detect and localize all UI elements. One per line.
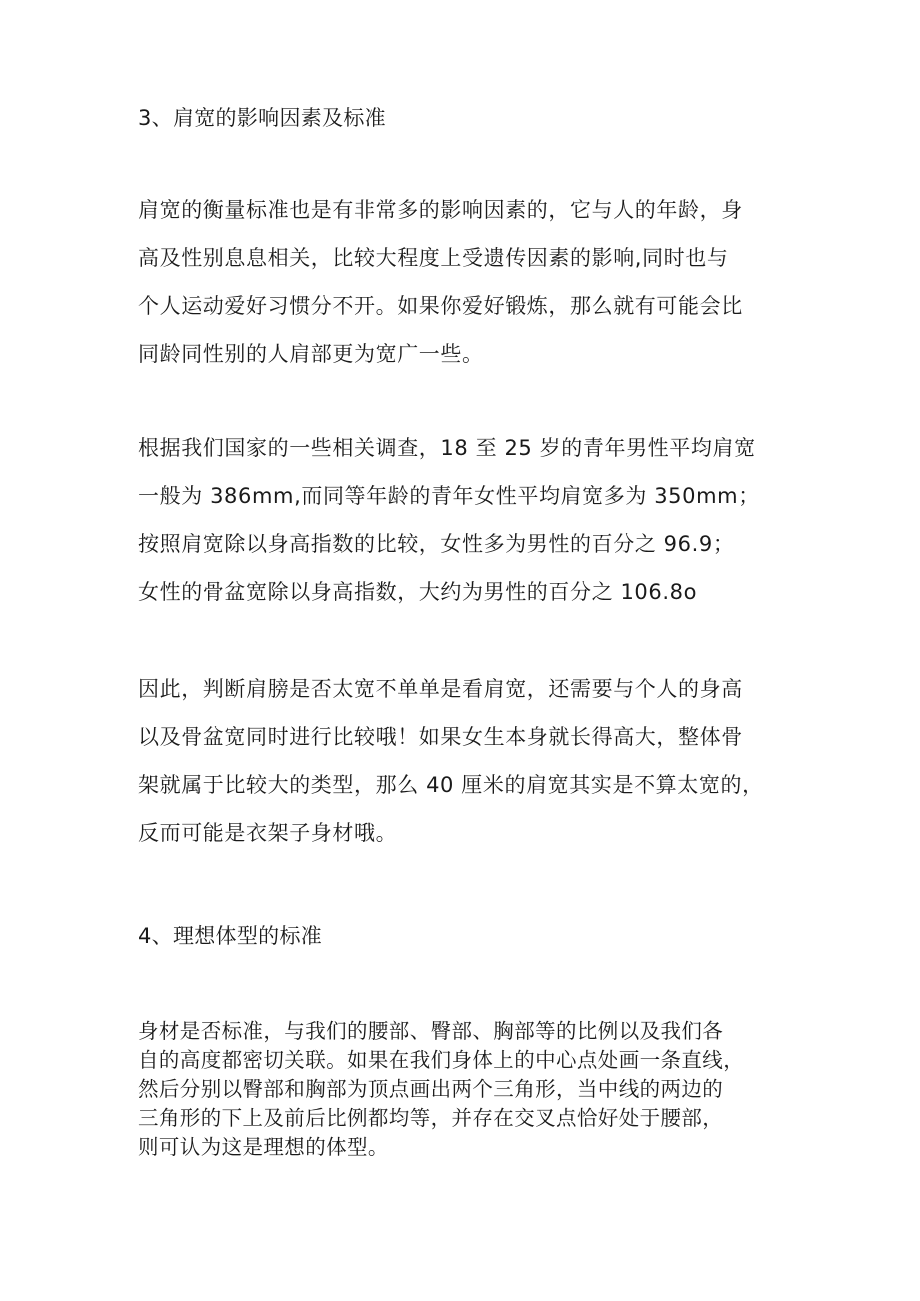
text-line: 个人运动爱好习惯分不开。如果你爱好锻炼，那么就有可能会比 — [138, 294, 743, 318]
text-line: 三角形的下上及前后比例都均等，并存在交叉点恰好处于腰部， — [138, 1106, 724, 1130]
text-line: 以及骨盆宽同时进行比较哦！如果女生本身就长得高大，整体骨 — [138, 725, 743, 749]
section-3-paragraph-3 — [138, 665, 798, 857]
text-line: 同龄同性别的人肩部更为宽广一些。 — [138, 342, 484, 366]
text-line: 反而可能是衣架子身材哦。 — [138, 821, 398, 845]
text-line: 一般为 386mm,而同等年龄的青年女性平均肩宽多为 350mm； — [138, 484, 760, 508]
section-3-paragraph-1 — [138, 186, 798, 378]
text-line: 女性的骨盆宽除以身高指数，大约为男性的百分之 106.8o — [138, 580, 698, 604]
text-line: 高及性别息息相关，比较大程度上受遗传因素的影响,同时也与 — [138, 246, 729, 270]
section-4-heading: 4、理想体型的标准 — [138, 924, 323, 948]
text-line: 则可认为这是理想的体型。 — [138, 1135, 389, 1159]
text-line: 根据我们国家的一些相关调查，18 至 25 岁的青年男性平均肩宽 — [138, 436, 756, 460]
section-3-heading: 3、肩宽的影响因素及标准 — [138, 106, 386, 130]
text-line: 按照肩宽除以身高指数的比较，女性多为男性的百分之 96.9； — [138, 532, 735, 556]
text-line: 自的高度都密切关联。如果在我们身体上的中心点处画一条直线， — [138, 1048, 745, 1072]
text-line: 然后分别以臀部和胸部为顶点画出两个三角形，当中线的两边的 — [138, 1077, 724, 1101]
section-3-paragraph-2 — [138, 424, 798, 616]
text-line: 肩宽的衡量标准也是有非常多的影响因素的，它与人的年龄，身 — [138, 198, 743, 222]
text-line: 身材是否标准，与我们的腰部、臀部、胸部等的比例以及我们各 — [138, 1019, 724, 1043]
section-4-paragraph-1 — [138, 1017, 798, 1162]
text-line: 架就属于比较大的类型，那么 40 厘米的肩宽其实是不算太宽的， — [138, 773, 764, 797]
text-line: 因此，判断肩膀是否太宽不单单是看肩宽，还需要与个人的身高 — [138, 677, 743, 701]
